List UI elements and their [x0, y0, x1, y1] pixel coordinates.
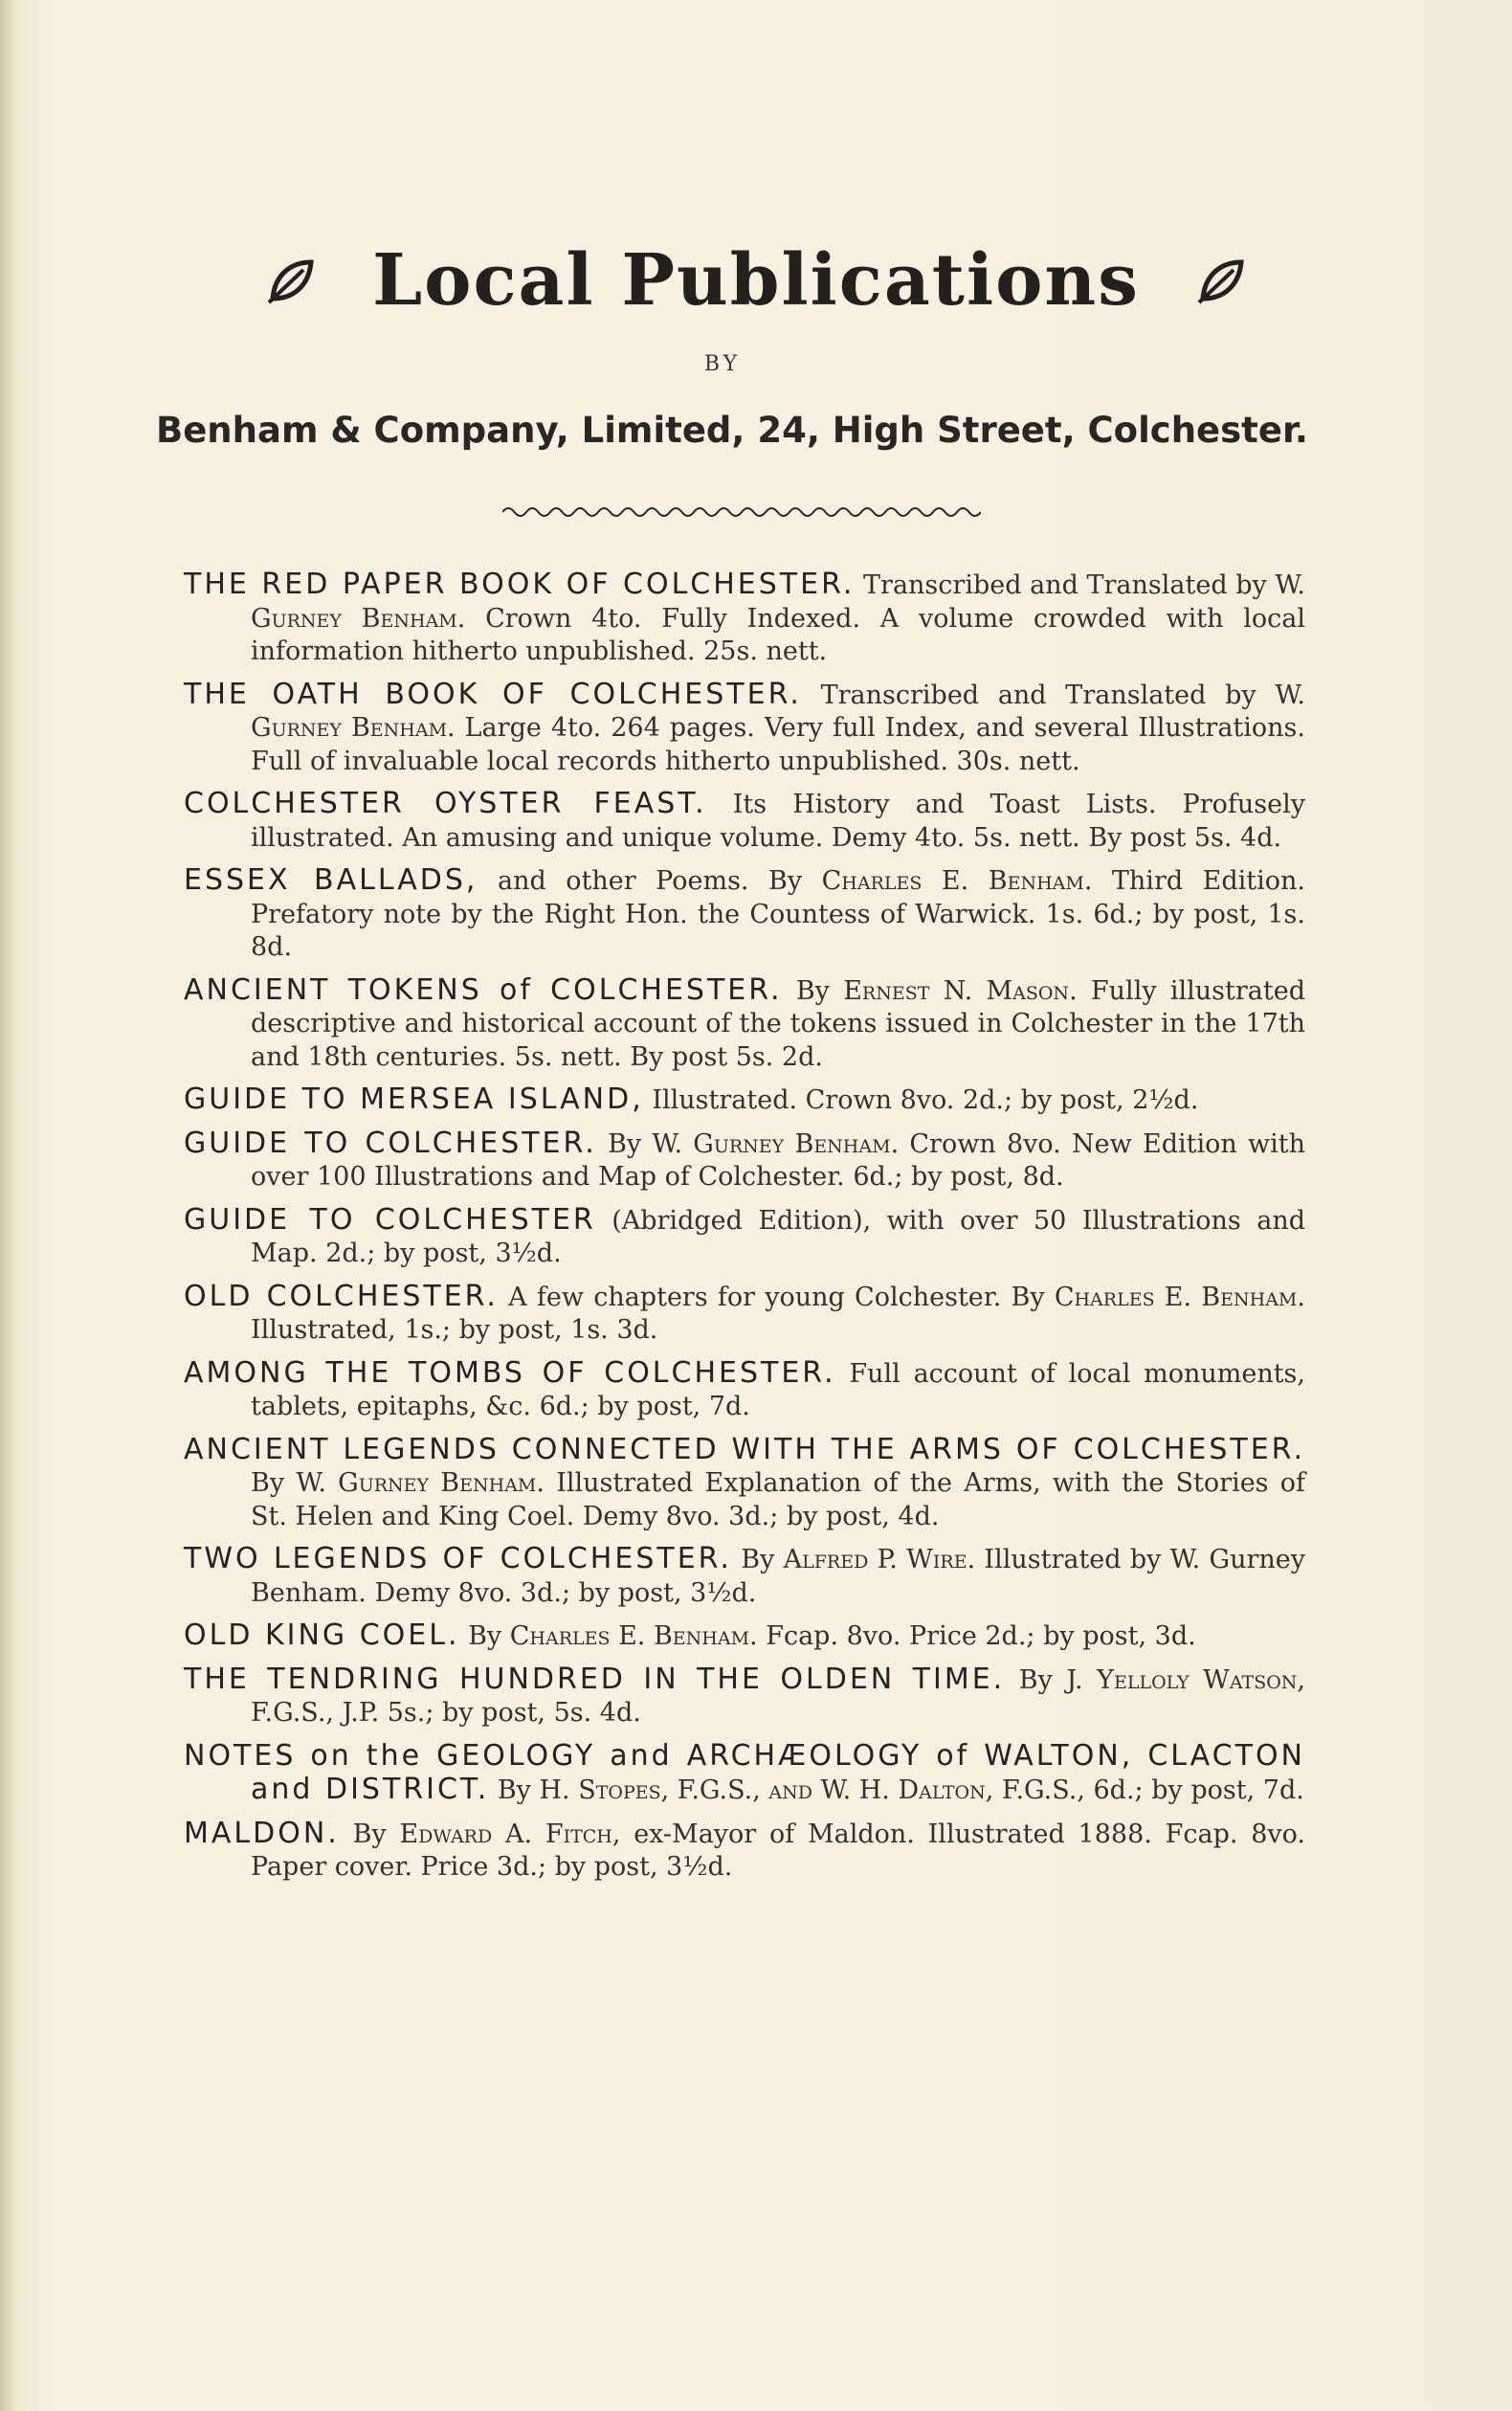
- publication-description: By: [731, 1545, 784, 1574]
- publication-entry: [184, 788, 1305, 855]
- publication-entry: [184, 569, 1305, 669]
- publication-title: OLD COLCHESTER.: [184, 1279, 499, 1313]
- publication-author: Gurney Benham: [251, 603, 457, 634]
- publication-details: . Illustrated by W. Gurney Benham. Demy 8vo. 3d.; by post, 3½d.: [251, 1545, 1305, 1608]
- publication-author: Charles E. Benham: [821, 866, 1084, 896]
- publication-description: Transcribed and Translated by W.: [801, 680, 1306, 710]
- publication-description: By W.: [251, 1468, 339, 1498]
- publication-title: THE RED PAPER BOOK OF COLCHESTER.: [184, 568, 856, 601]
- publication-details: . Crown 8vo. New Edition with over 100 Illustrations and Map of Colchester. 6d.; by post, 8d.: [251, 1128, 1305, 1192]
- publication-author: Ernest N. Mason: [843, 975, 1070, 1006]
- publication-entry: [184, 1619, 1305, 1654]
- publisher-line: Benham & Company, Limited, 24, High Street, Colchester.: [156, 410, 1308, 451]
- publication-title: COLCHESTER OYSTER FEAST.: [184, 787, 707, 820]
- leaf-ornament-icon: [1195, 255, 1247, 306]
- page-title: Local Publications: [372, 239, 1140, 322]
- publication-entry: [184, 679, 1305, 779]
- publication-list: [184, 569, 1305, 1894]
- publication-details: . Illustrated, 1s.; by post, 1s. 3d.: [251, 1282, 1305, 1345]
- publication-entry: [184, 1434, 1305, 1534]
- publication-title: GUIDE TO MERSEA ISLAND,: [184, 1083, 644, 1116]
- publication-entry: [184, 864, 1305, 965]
- publication-entry: [184, 974, 1305, 1075]
- publication-author: Gurney Benham: [251, 713, 448, 743]
- publication-title: GUIDE TO COLCHESTER: [184, 1202, 596, 1237]
- publication-author: Yelloly Watson, F.G.S., J.P.: [251, 1664, 1305, 1728]
- publication-author: Stopes, F.G.S., and W. H. Dalton, F.G.S.: [578, 1775, 1078, 1805]
- publication-title: ANCIENT TOKENS of COLCHESTER.: [184, 972, 783, 1007]
- publication-title: GUIDE TO COLCHESTER.: [184, 1126, 597, 1160]
- publication-description: (Abridged Edition), with over 50 Illustrations and Map. 2d.; by post, 3½d.: [251, 1205, 1305, 1268]
- publication-entry: [184, 1281, 1305, 1348]
- publication-entry: [184, 1740, 1305, 1808]
- publication-title: OLD KING COEL.: [184, 1618, 460, 1652]
- publication-description: and other Poems. By: [478, 866, 822, 896]
- publication-description: By H.: [489, 1775, 579, 1805]
- publication-entry: [184, 1204, 1305, 1271]
- publication-description: By: [459, 1621, 510, 1651]
- publication-description: Illustrated. Crown 8vo. 2d.; by post, 2½d.: [643, 1085, 1199, 1115]
- publication-title: THE OATH BOOK OF COLCHESTER.: [184, 677, 802, 711]
- title-row: [0, 228, 1512, 333]
- publication-title: TWO LEGENDS OF COLCHESTER.: [184, 1542, 732, 1575]
- publication-author: Charles E. Benham: [509, 1621, 750, 1651]
- publication-details: . Fully illustrated descriptive and historical account of the tokens issued in Colchester in the 17th and 18th centuries. 5s. nett. By post 5s. 2d.: [251, 975, 1305, 1072]
- publication-author: Charles E. Benham: [1054, 1282, 1298, 1312]
- publication-entry: [184, 1127, 1305, 1194]
- publication-title: MALDON.: [184, 1816, 340, 1850]
- publication-author: Edward A. Fitch: [399, 1819, 612, 1849]
- publication-entry: [184, 1083, 1305, 1118]
- publication-entry: [184, 1357, 1305, 1424]
- publication-description: By W.: [596, 1128, 694, 1159]
- publication-title: THE TENDRING HUNDRED IN THE OLDEN TIME.: [184, 1662, 1006, 1696]
- publication-details: . Illustrated Explanation of the Arms, with the Stories of St. Helen and King Coel. Demy 8vo. 3d.; by post, 4d.: [251, 1468, 1306, 1531]
- publication-title: ANCIENT LEGENDS CONNECTED WITH THE ARMS OF COLCHESTER.: [184, 1432, 1305, 1466]
- by-label: BY: [703, 352, 742, 376]
- publication-author: Alfred P. Wire: [783, 1545, 967, 1574]
- publication-details: , 6d.; by post, 7d.: [1077, 1775, 1304, 1805]
- publication-description: By: [339, 1819, 400, 1849]
- publication-title: ESSEX BALLADS,: [184, 863, 478, 897]
- leaf-ornament-icon: [265, 255, 317, 306]
- publication-description: Full account of local monuments, tablets, epitaphs, &c. 6d.; by post, 7d.: [251, 1358, 1305, 1421]
- publication-details: . Large 4to. 264 pages. Very full Index, and several Illustrations. Full of invaluable local records hitherto unpublished. 30s. nett.: [251, 713, 1305, 776]
- publication-description: By J.: [1005, 1664, 1098, 1695]
- publication-title: NOTES on the GEOLOGY and ARCHÆOLOGY of WALTON, CLACTON and DISTRICT.: [184, 1738, 1305, 1806]
- publication-details: 5s.; by post, 5s. 4d.: [379, 1698, 641, 1728]
- publication-details: . Third Edition. Prefatory note by the Right Hon. the Countess of Warwick. 1s. 6d.; by post, 1s. 8d.: [251, 866, 1305, 962]
- publication-entry: [184, 1663, 1305, 1730]
- publication-details: . Crown 4to. Fully Indexed. A volume crowded with local information hitherto unpublished. 25s. nett.: [251, 603, 1305, 666]
- publication-details: . Fcap. 8vo. Price 2d.; by post, 3d.: [749, 1621, 1196, 1651]
- publication-title: AMONG THE TOMBS OF COLCHESTER.: [184, 1355, 836, 1390]
- publication-description: Transcribed and Translated by W.: [855, 570, 1306, 600]
- publication-description: By: [782, 975, 844, 1006]
- publication-author: Gurney Benham: [693, 1128, 891, 1159]
- publication-details: , ex-Mayor of Maldon. Illustrated 1888. Fcap. 8vo. Paper cover. Price 3d.; by post, 3½d.: [251, 1819, 1305, 1882]
- publication-description: Its History and Toast Lists. Profusely illustrated. An amusing and unique volume. Demy 4to. 5s. nett. By post 5s. 4d.: [251, 790, 1305, 853]
- publication-entry: [184, 1818, 1305, 1885]
- publication-entry: [184, 1543, 1305, 1610]
- publication-author: Gurney Benham: [338, 1468, 537, 1498]
- publication-description: A few chapters for young Colchester. By: [498, 1282, 1055, 1312]
- wavy-rule-icon: [502, 501, 981, 524]
